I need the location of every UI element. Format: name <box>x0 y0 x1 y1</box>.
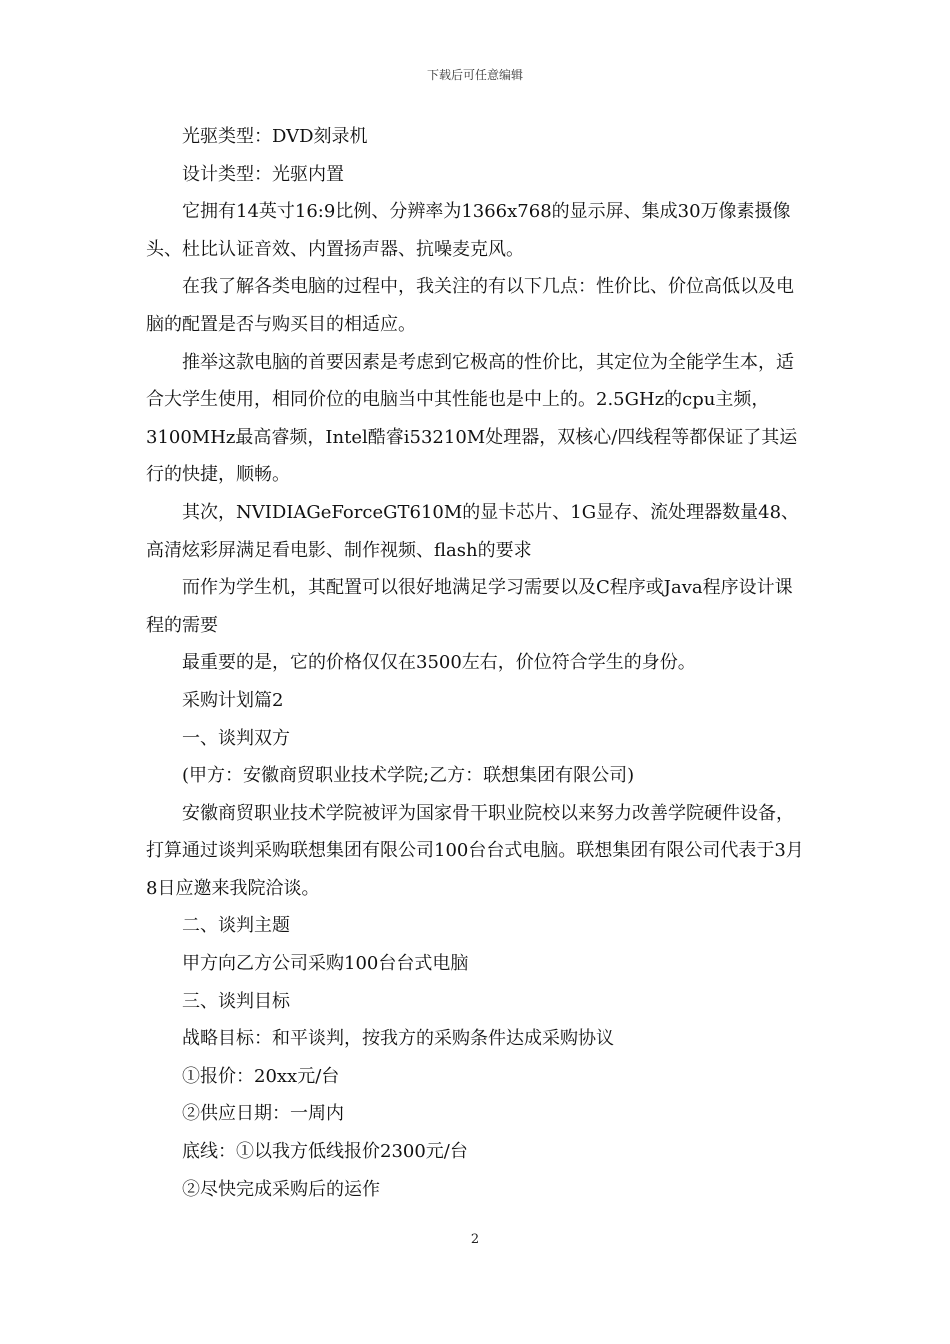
paragraph: 光驱类型：DVD刻录机 <box>182 126 368 147</box>
page-header: 下载后可任意编辑 <box>426 68 523 82</box>
document-body <box>146 118 808 1208</box>
paragraph: 最重要的是，它的价格仅仅在3500左右，价位符合学生的身份。 <box>182 652 696 674</box>
paragraph: (甲方：安徽商贸职业技术学院;乙方：联想集团有限公司) <box>182 765 635 787</box>
paragraph: 安徽商贸职业技术学院被评为国家骨干职业院校以来努力改善学院硬件设备，打算通过谈判采购联想集团有限公司100台台式电脑。联想集团有限公司代表于3月8日应邀来我院洽谈。 <box>146 802 804 899</box>
list-item: ②供应日期：一周内 <box>182 1103 344 1125</box>
paragraph: 而作为学生机，其配置可以很好地满足学习需要以及C程序或Java程序设计课程的需要 <box>146 577 793 636</box>
paragraph: 在我了解各类电脑的过程中，我关注的有以下几点：性价比、价位高低以及电脑的配置是否与购买目的相适应。 <box>146 276 794 335</box>
paragraph: 它拥有14英寸16:9比例、分辨率为1366x768的显示屏、集成30万像素摄像头、杜比认证音效、内置扬声器、抗噪麦克风。 <box>146 201 791 260</box>
paragraph: 战略目标：和平谈判，按我方的采购条件达成采购协议 <box>182 1028 614 1050</box>
paragraph: 设计类型：光驱内置 <box>182 163 344 185</box>
list-item: 底线：①以我方低线报价2300元/台 <box>182 1141 468 1163</box>
heading: 二、谈判主题 <box>182 915 290 937</box>
paragraph: 其次，NVIDIAGeForceGT610M的显卡芯片、1G显存、流处理器数量48、高清炫彩屏满足看电影、制作视频、flash的要求 <box>146 501 800 561</box>
section-title: 采购计划篇2 <box>182 689 284 711</box>
page-number: 2 <box>470 1232 480 1247</box>
heading: 一、谈判双方 <box>182 727 290 749</box>
heading: 三、谈判目标 <box>182 990 290 1012</box>
list-item: ②尽快完成采购后的运作 <box>182 1178 380 1200</box>
paragraph: 推举这款电脑的首要因素是考虑到它极高的性价比，其定位为全能学生本，适合大学生使用，相同价位的电脑当中其性能也是中上的。2.5GHz的cpu主频，3100MHz最高睿频，Intel酷睿i53210M处理器，双核心/四线程等都保证了其运行的快捷，顺畅。 <box>146 351 798 486</box>
paragraph: 甲方向乙方公司采购100台台式电脑 <box>182 953 469 975</box>
list-item: ①报价：20xx元/台 <box>182 1065 340 1087</box>
